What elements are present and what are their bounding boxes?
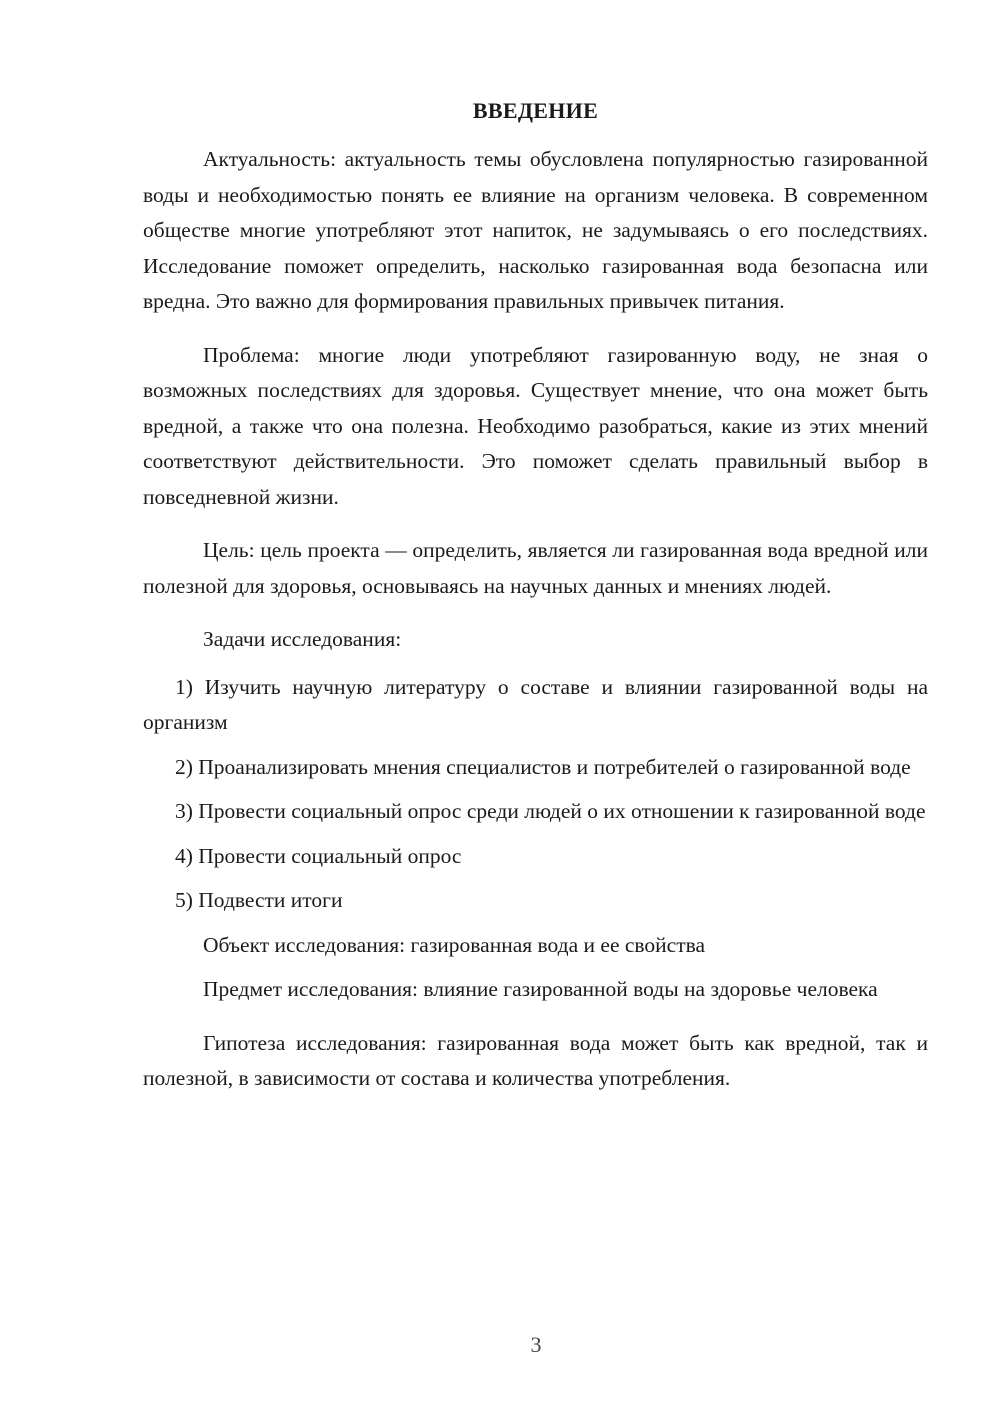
section-heading: ВВЕДЕНИЕ — [472, 98, 599, 123]
problem-paragraph: Проблема: многие люди употребляют газированную воду, не зная о возможных последствиях для здоровья. Существует мнение, что она может быть вредной, а также что она полезна. Необходимо разобраться, какие из этих мнений соответствуют действительности. Это поможет сделать правильный выбор в повседневной жизни. — [143, 342, 928, 509]
relevance-paragraph: Актуальность: актуальность темы обусловлена популярностью газированной воды и необходимостью понять ее влияние на организм человека. В современном обществе многие употребляют этот напиток, не задумываясь о его последствиях. Исследование поможет определить, насколько газированная вода безопасна или вредна. Это важно для формирования правильных привычек питания. — [143, 147, 928, 313]
task-item: 3) Провести социальный опрос среди людей о их отношении к газированной воде — [175, 799, 926, 823]
tasks-list — [143, 670, 928, 919]
tasks-title: Задачи исследования: — [203, 627, 402, 651]
page-content — [143, 96, 928, 1115]
page-number: 3 — [530, 1332, 542, 1357]
goal-paragraph: Цель: цель проекта — определить, является ли газированная вода вредной или полезной для здоровья, основываясь на научных данных и мнениях людей. — [143, 538, 928, 598]
task-item: 4) Провести социальный опрос — [175, 843, 462, 868]
task-item: 5) Подвести итоги — [175, 888, 343, 912]
subject-paragraph: Предмет исследования: влияние газированной воды на здоровье человека — [203, 977, 878, 1001]
object-paragraph: Объект исследования: газированная вода и ее свойства — [203, 932, 706, 957]
hypothesis-paragraph: Гипотеза исследования: газированная вода может быть как вредной, так и полезной, в зависимости от состава и количества употребления. — [143, 1030, 928, 1090]
task-item: 2) Проанализировать мнения специалистов и потребителей о газированной воде — [175, 754, 911, 779]
task-item: 1) Изучить научную литературу о составе и влиянии газированной воды на организм — [143, 674, 928, 734]
